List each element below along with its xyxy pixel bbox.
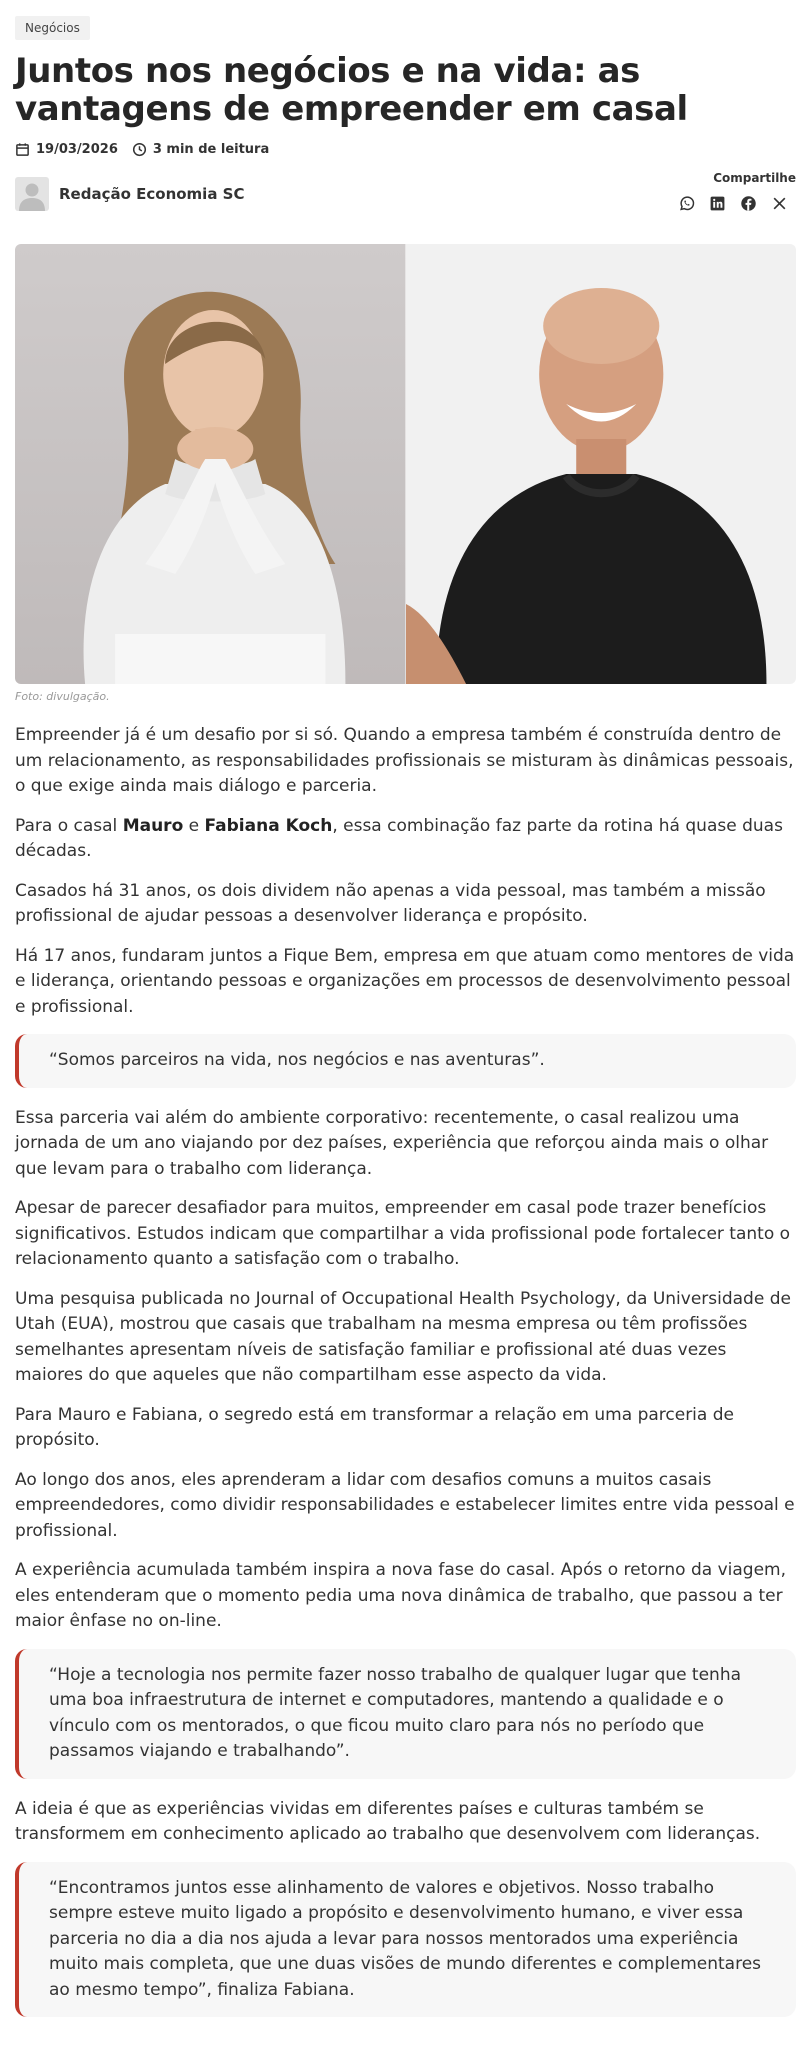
- paragraph-text: e: [183, 815, 205, 836]
- paragraph: Uma pesquisa publicada no Journal of Occupational Health Psychology, da Universidade de Utah (EUA), mostrou que casais que trabalham na mesma empresa ou têm profissões semelhantes apresentam níveis de satisfação familiar e profissional até duas vezes maiores do que aqueles que não compartilham esse aspecto da vida.: [15, 1288, 791, 1385]
- paragraph: Empreender já é um desafio por si só. Quando a empresa também é construída dentro de um relacionamento, as responsabilidades profissionais se misturam às dinâmicas pessoais, o que exige ainda mais diálogo e parceria.: [15, 725, 794, 796]
- paragraph: A experiência acumulada também inspira a nova fase do casal. Após o retorno da viagem, eles entenderam que o momento pedia uma nova dinâmica de trabalho, que passou a ter maior ênfase no on-line.: [15, 1560, 786, 1631]
- article-meta: [15, 142, 796, 157]
- photo-caption: Foto: divulgação.: [15, 690, 110, 703]
- blockquote: “Somos parceiros na vida, nos negócios e nas aventuras”.: [15, 1034, 796, 1088]
- category-tag[interactable]: Negócios: [15, 16, 90, 40]
- paragraph: Essa parceria vai além do ambiente corporativo: recentemente, o casal realizou uma jornada de um ano viajando por dez países, experiência que reforçou ainda mais o olhar que levam para o trabalho com liderança.: [15, 1107, 769, 1179]
- user-silhouette-icon: [15, 177, 49, 211]
- date-meta: [15, 142, 118, 157]
- paragraph: Para Mauro e Fabiana, o segredo está em transformar a relação em uma parceria de propósito.: [15, 1404, 734, 1450]
- name-mauro: Mauro: [122, 815, 184, 836]
- paragraph: [15, 814, 796, 865]
- article-date: 19/03/2026: [36, 142, 118, 157]
- clock-icon: [132, 142, 147, 157]
- calendar-icon: [15, 142, 30, 157]
- paragraph-text: Para o casal: [15, 815, 123, 836]
- share-icons: [678, 195, 796, 212]
- article-photo: [15, 244, 796, 684]
- read-time: 3 min de leitura: [152, 142, 270, 157]
- paragraph: Ao longo dos anos, eles aprenderam a lidar com desafios comuns a muitos casais empreendedores, como dividir responsabilidades e estabelecer limites entre vida pessoal e profissional.: [15, 1469, 795, 1541]
- blockquote: “Hoje a tecnologia nos permite fazer nosso trabalho de qualquer lugar que tenha uma boa infraestrutura de internet e computadores, mantendo a qualidade e o vínculo com os mentorados, o que ficou muito claro para nós no período que passamos viajando e trabalhando”.: [15, 1649, 796, 1779]
- share-block: [678, 171, 796, 212]
- paragraph-text: , essa combinação faz parte da rotina há quase duas décadas.: [15, 815, 783, 861]
- share-label: Compartilhe: [713, 171, 796, 185]
- blockquote: “Encontramos juntos esse alinhamento de valores e objetivos. Nosso trabalho sempre esteve muito ligado a propósito e desenvolvimento humano, e viver essa parceria no dia a dia nos ajuda a levar para nossos mentorados uma experiência muito mais completa, que une duas visões de mundo diferentes e complementares ao mesmo tempo”, finaliza Fabiana.: [15, 1862, 796, 2018]
- paragraph: A ideia é que as experiências vividas em diferentes países e culturas também se transformem em conhecimento aplicado ao trabalho que desenvolvem com lideranças.: [15, 1798, 761, 1844]
- paragraph: Casados há 31 anos, os dois dividem não apenas a vida pessoal, mas também a missão profissional de ajudar pessoas a desenvolver liderança e propósito.: [15, 880, 766, 926]
- article-title: Juntos nos negócios e na vida: as vantagens de empreender em casal: [15, 51, 688, 129]
- name-fabiana-koch: Fabiana Koch: [204, 815, 333, 836]
- whatsapp-icon[interactable]: [678, 195, 695, 212]
- author-share-row: [15, 171, 796, 212]
- paragraph: Apesar de parecer desafiador para muitos, empreender em casal pode trazer benefícios significativos. Estudos indicam que compartilhar a vida profissional pode fortalecer tanto o relacionamento quanto a satisfação com o trabalho.: [15, 1198, 791, 1269]
- read-time-meta: [132, 142, 269, 157]
- linkedin-icon[interactable]: [709, 195, 726, 212]
- avatar: [15, 177, 49, 211]
- man-portrait-image: [406, 244, 797, 684]
- author-block[interactable]: [15, 177, 244, 211]
- facebook-icon[interactable]: [740, 195, 757, 212]
- x-icon[interactable]: [771, 195, 788, 212]
- paragraph: Há 17 anos, fundaram juntos a Fique Bem, empresa em que atuam como mentores de vida e liderança, orientando pessoas e organizações em processos de desenvolvimento pessoal e profissional.: [15, 945, 795, 1017]
- article-body: [15, 723, 796, 2017]
- author-name[interactable]: Redação Economia SC: [59, 185, 245, 203]
- woman-portrait-image: [15, 244, 406, 684]
